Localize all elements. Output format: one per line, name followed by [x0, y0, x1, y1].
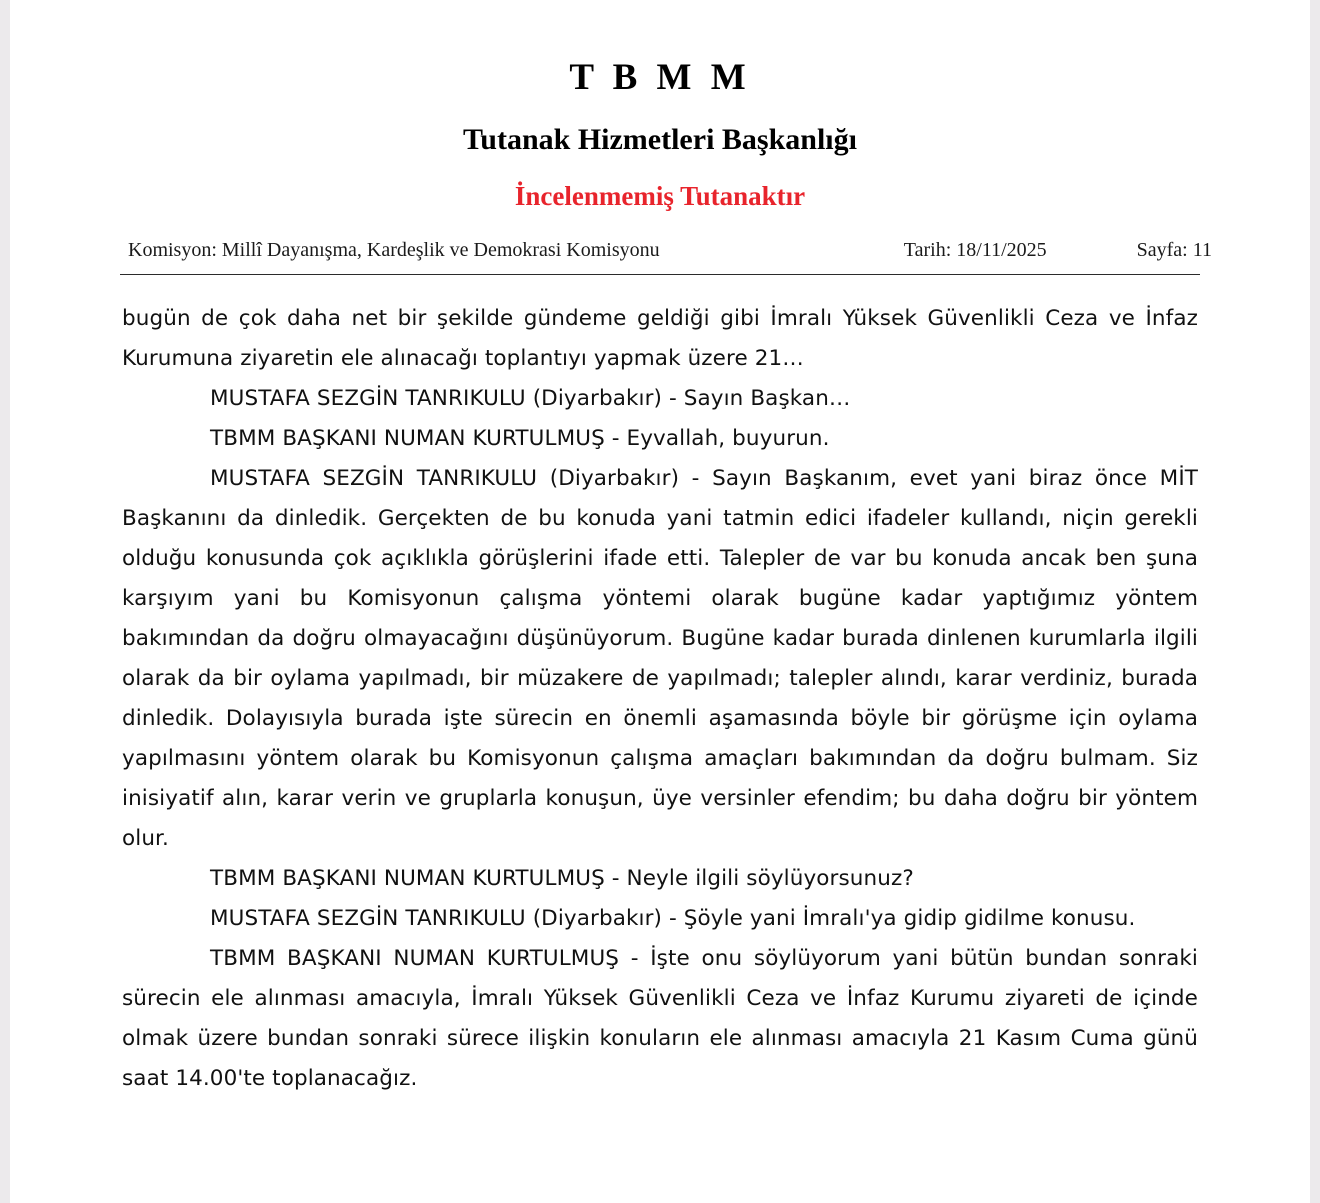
transcript-paragraph: TBMM BAŞKANI NUMAN KURTULMUŞ - Neyle ilgili söylüyorsunuz? [210, 865, 914, 891]
transcript-paragraph: MUSTAFA SEZGİN TANRIKULU (Diyarbakır) - Sayın Başkan… [210, 385, 851, 411]
transcript-body [122, 299, 1198, 1099]
document-subtitle: Tutanak Hizmetleri Başkanlığı [463, 123, 857, 157]
meta-page-number: Sayfa: 11 [1136, 238, 1212, 261]
transcript-paragraph: TBMM BAŞKANI NUMAN KURTULMUŞ - Eyvallah, buyurun. [210, 425, 830, 451]
transcript-paragraph: MUSTAFA SEZGİN TANRIKULU (Diyarbakır) - Şöyle yani İmralı'ya gidip gidilme konusu. [210, 905, 1136, 931]
transcript-paragraph: bugün de çok daha net bir şekilde gündeme geldiği gibi İmralı Yüksek Güvenlikli Ceza ve İnfaz Kurumuna ziyaretin ele alınacağı toplantıyı yapmak üzere 21… [122, 305, 1198, 371]
header-divider [120, 274, 1200, 275]
document-meta [72, 239, 1248, 262]
meta-date: Tarih: 18/11/2025 [903, 238, 1047, 261]
transcript-paragraph: TBMM BAŞKANI NUMAN KURTULMUŞ - İşte onu söylüyorum yani bütün bundan sonraki sürecin ele alınması amacıyla, İmralı Yüksek Güvenlikli Ceza ve İnfaz Kurumu ziyareti de içinde olmak üzere bundan sonraki sürece ilişkin konuların ele alınması amacıyla 21 Kasım Cuma günü saat 14.00'te toplanacağız. [122, 945, 1198, 1091]
page-title: T B M M [569, 57, 751, 98]
meta-commission: Komisyon: Millî Dayanışma, Kardeşlik ve Demokrasi Komisyonu [128, 238, 660, 261]
transcript-paragraph: MUSTAFA SEZGİN TANRIKULU (Diyarbakır) - Sayın Başkanım, evet yani biraz önce MİT Başkanını da dinledik. Gerçekten de bu konuda yani tatmin edici ifadeler kullandı, niçin gerekli olduğu konusunda çok açıklıkla görüşlerini ifade etti. Talepler de var bu konuda ancak ben şuna karşıyım yani bu Komisyonun çalışma yöntemi olarak bugüne kadar yaptığımız yöntem bakımından da doğru olmayacağını düşünüyorum. Bugüne kadar burada dinlenen kurumlarla ilgili olarak da bir oylama yapılmadı, bir müzakere de yapılmadı; talepler alındı, karar verdiniz, burada dinledik. Dolayısıyla burada işte sürecin en önemli aşamasında böyle bir görüşme için oylama yapılmasını yöntem olarak bu Komisyonun çalışma amaçları bakımından da doğru bulmam. Siz inisiyatif alın, karar verin ve gruplarla konuşun, üye versinler efendim; bu daha doğru bir yöntem olur. [122, 465, 1198, 851]
document-notice: İncelenmemiş Tutanaktır [514, 181, 806, 212]
